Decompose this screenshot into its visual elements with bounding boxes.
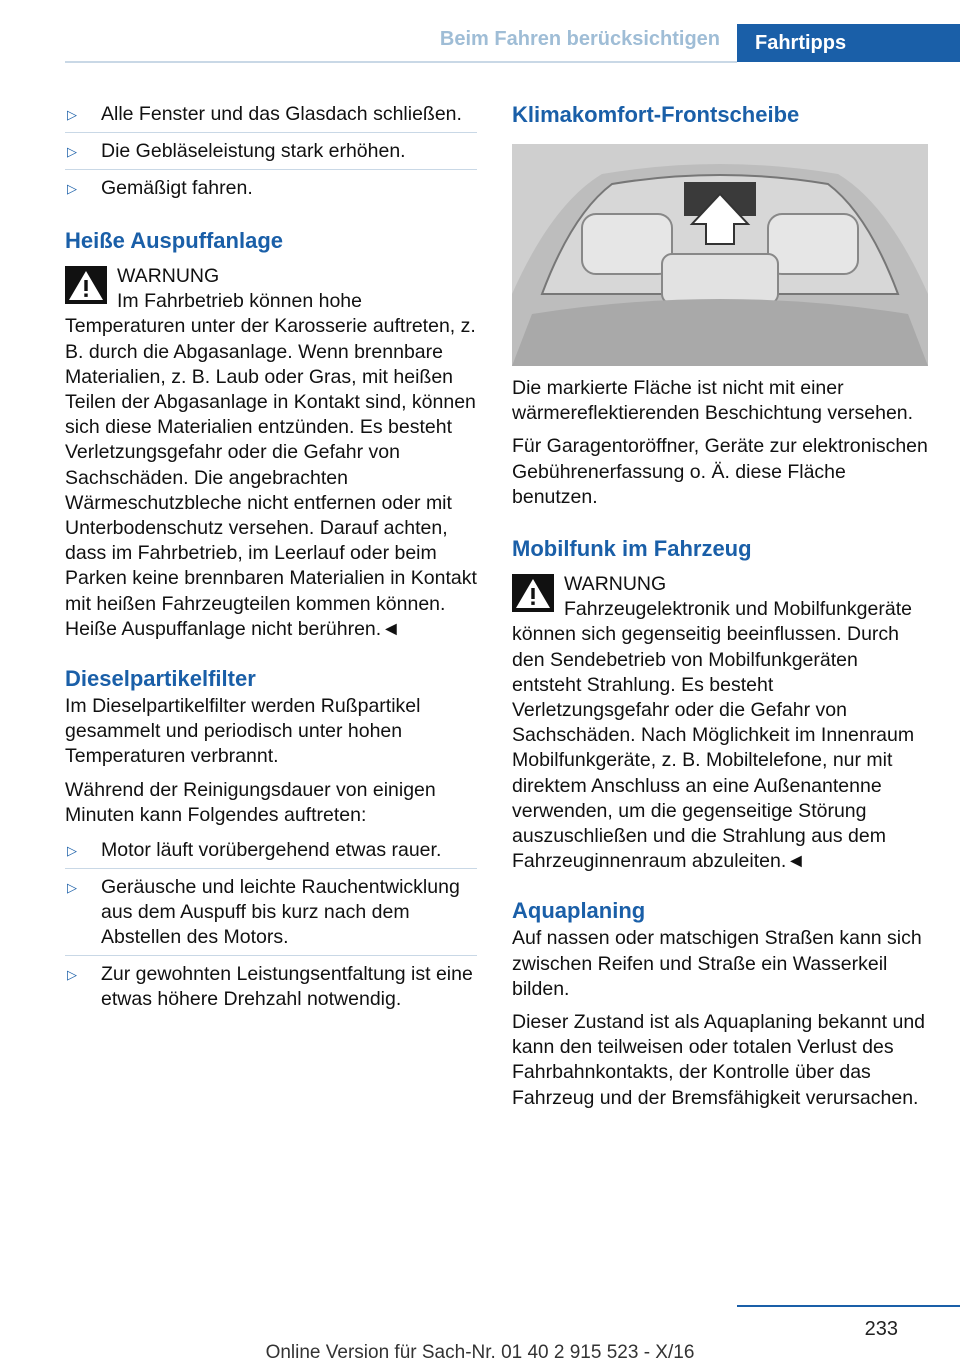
online-version-note: Online Version für Sach-Nr. 01 40 2 915 523 - X/16 <box>265 1342 695 1363</box>
header-divider <box>65 61 737 63</box>
list-item <box>65 170 477 206</box>
chapter-title: Fahrtipps <box>755 31 847 54</box>
warning-block-mobile <box>512 572 928 874</box>
windshield-paragraph-2: Für Garagentoröffner, Geräte zur elektronischen Gebührenerfassung o. Ä. diese Fläche benutzen. <box>512 435 928 508</box>
aquaplaning-paragraph-1: Auf nassen oder matschigen Straßen kann sich zwischen Reifen und Straße ein Wasserkeil bilden. <box>512 927 922 1000</box>
list-item <box>65 869 477 956</box>
aquaplaning-paragraph-2: Dieser Zustand ist als Aquaplaning bekannt und kann den teilweisen oder totalen Verlust des Fahrbahnkontakts, der Kontrolle über das Fahrzeug und der Bremsfähigkeit verursachen. <box>512 1011 926 1109</box>
bullet-list-diesel <box>65 832 477 1017</box>
page-number: 233 <box>864 1318 898 1340</box>
warning-block-exhaust <box>65 264 477 642</box>
diesel-paragraph-2: Während der Reinigungsdauer von einigen Minuten kann Folgendes auftreten: <box>65 778 436 826</box>
right-column <box>512 96 928 1111</box>
bullet-triangle-icon: ▷ <box>67 107 77 122</box>
list-item <box>65 956 477 1017</box>
list-item-text: Motor läuft vorübergehend etwas rauer. <box>101 839 442 862</box>
heading-exhaust: Heiße Auspuffanlage <box>65 228 283 253</box>
bullet-triangle-icon: ▷ <box>67 144 77 159</box>
list-item-text: Zur gewohnten Leistungsentfaltung ist eine etwas höhere Drehzahl notwendig. <box>101 963 473 1011</box>
chapter-tab <box>737 24 960 62</box>
page-header <box>0 0 960 62</box>
heading-aquaplaning: Aquaplaning <box>512 898 646 924</box>
bullet-triangle-icon: ▷ <box>67 880 77 896</box>
list-item-text: Geräusche und leichte Rauchentwicklung aus dem Auspuff bis kurz nach dem Abstellen des Motors. <box>101 876 460 949</box>
windshield-paragraph-1: Die markierte Fläche ist nicht mit einer wärmereflektierenden Beschichtung versehen. <box>512 377 914 425</box>
warning-text: Im Fahrbetrieb können hohe Temperaturen unter der Karosserie auftreten, z. B. durch die Abgasanlage. Wenn brennbare Materialien, z. B. Laub oder Gras, mit heißen Teilen der Abgasanlage in Kontakt sind, können sich diese Materialien entzünden. Es besteht Verletzungsgefahr oder die Gefahr von Sachschäden. Die angebrachten Wärmeschutzbleche nicht entfernen oder mit Unterbodenschutz versehen. Darauf achten, dass im Fahrbetrieb, im Leerlauf oder beim Parken keine brennbaren Materialien in Kontakt mit heißen Fahrzeugteilen kommen können. Heiße Auspuffanlage nicht berühren.◄ <box>65 290 477 640</box>
list-item <box>65 96 477 133</box>
list-item <box>65 133 477 170</box>
windshield-photo <box>512 144 928 366</box>
heading-mobile: Mobilfunk im Fahrzeug <box>512 536 752 562</box>
warning-label: WARNUNG <box>564 573 667 596</box>
footer-divider <box>737 1305 960 1307</box>
diesel-paragraph-1: Im Dieselpartikelfilter werden Rußpartikel gesammelt und periodisch unter hohen Temperaturen verbrannt. <box>65 695 421 768</box>
heading-diesel: Dieselpartikelfilter <box>65 666 256 692</box>
left-column <box>65 96 477 1017</box>
heading-windshield: Klimakomfort-Frontscheibe <box>512 102 800 127</box>
list-item-text: Alle Fenster und das Glasdach schließen. <box>101 103 462 125</box>
warning-text: Fahrzeugelektronik und Mobilfunkgeräte können sich gegenseitig beeinflussen. Durch den Sendebetrieb von Mobilfunkgeräten entsteht Strahlung. Es besteht Verletzungsgefahr oder die Gefahr von Sachschäden. Nach Möglichkeit im Innenraum Mobilfunkgeräte, z. B. Mobiltelefone, nur mit direktem Anschluss an eine Außenantenne verwenden, um die gegenseitige Störung auszuschließen und die Strahlung aus dem Fahrzeuginnenraum abzuleiten.◄ <box>512 598 915 873</box>
bullet-triangle-icon: ▷ <box>67 967 77 983</box>
list-item-text: Die Gebläseleistung stark erhöhen. <box>101 140 406 162</box>
bullet-triangle-icon: ▷ <box>67 843 77 859</box>
warning-triangle-icon <box>65 266 107 304</box>
list-item-text: Gemäßigt fahren. <box>101 177 253 199</box>
list-item <box>65 832 477 869</box>
warning-label: WARNUNG <box>117 265 220 287</box>
section-title: Beim Fahren berücksichtigen <box>439 28 720 50</box>
warning-triangle-icon <box>512 574 554 612</box>
bullet-triangle-icon: ▷ <box>67 181 77 196</box>
bullet-list-top <box>65 96 477 206</box>
